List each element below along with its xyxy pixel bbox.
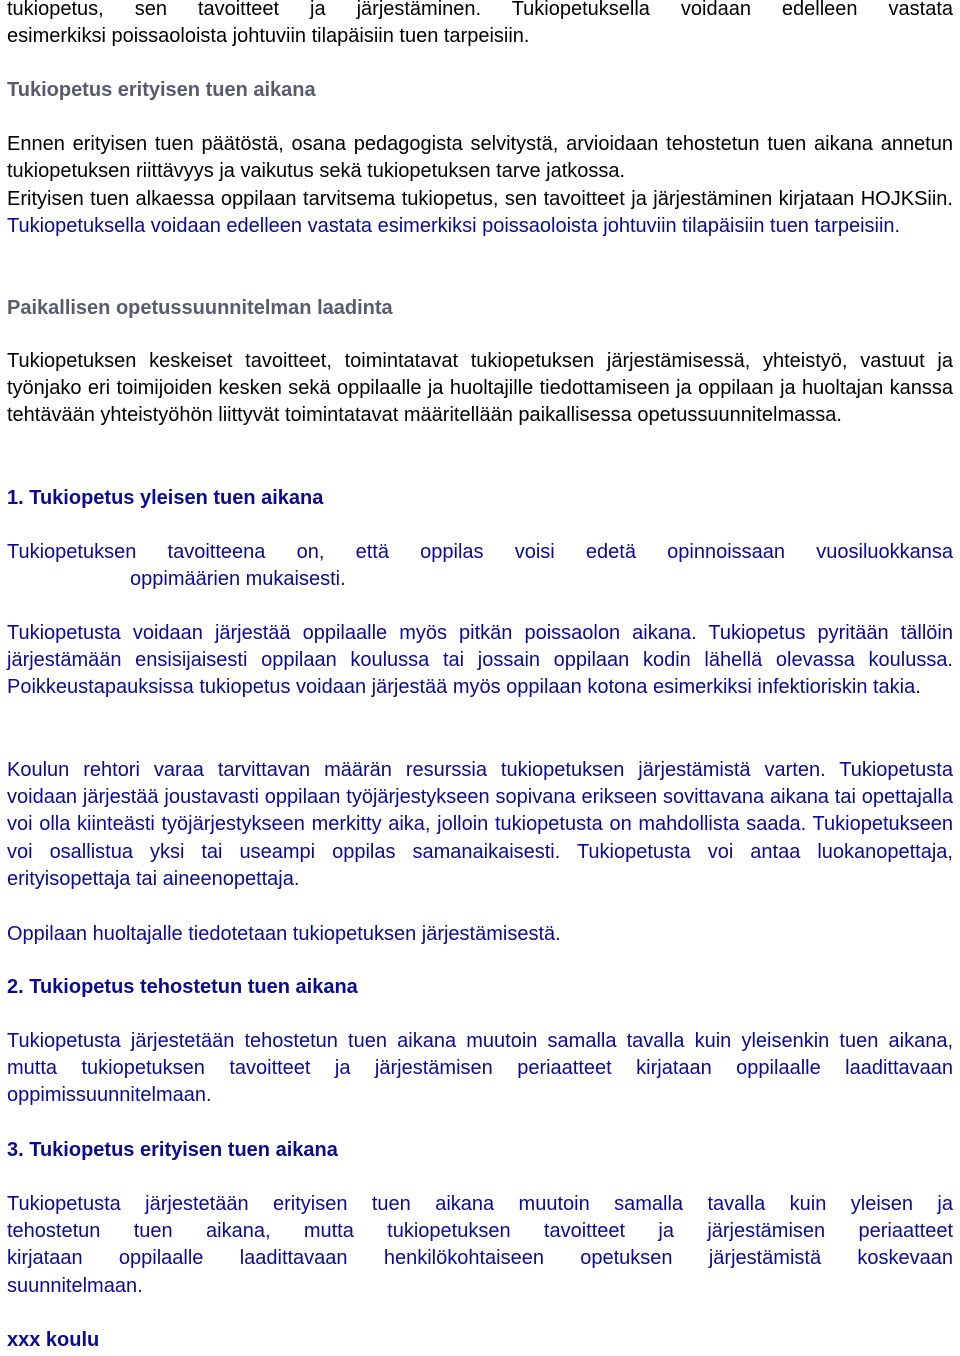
s1-absence-paragraph: Tukiopetusta voidaan järjestää oppilaalle myös pitkän poissaolon aikana. Tukiopetus pyritään tällöin järjestämään ensisijaisesti oppilaan koulussa tai jossain oppilaan kodin lähellä olevassa koulussa. Poikkeustapauksissa tukiopetus voidaan järjestää myös oppilaan kotona esimerkiksi infektioriskin takia. [7, 622, 953, 699]
s3-line-2: tehostetun tuen aikana, mutta tukiopetuksen tavoitteet ja järjestämisen periaatteet [7, 1220, 953, 1243]
s2-paragraph: Tukiopetusta järjestetään tehostetun tuen aikana muutoin samalla tavalla kuin yleisenkin tuen aikana, mutta tukiopetuksen tavoitteet ja järjestämisen periaatteet kirjataan oppilaalle laadittavaan oppimissuunnitelmaan. [7, 1030, 953, 1107]
s3-paragraph [7, 1191, 953, 1300]
s3-line-4: suunnitelmaan. [7, 1274, 143, 1297]
s3-line-3: kirjataan oppilaalle laadittavaan henkilökohtaiseen opetuksen järjestämistä koskevaan [7, 1247, 953, 1270]
s1-goal-line-2: oppimäärien mukaisesti. [130, 568, 346, 591]
intro-paragraph [7, 0, 953, 50]
section-heading-2: 2. Tukiopetus tehostetun tuen aikana [7, 976, 358, 998]
section-heading-erityinen: Tukiopetus erityisen tuen aikana [7, 79, 316, 101]
section-heading-1: 1. Tukiopetus yleisen tuen aikana [7, 487, 324, 509]
section-heading-3: 3. Tukiopetus erityisen tuen aikana [7, 1139, 338, 1161]
erityinen-p2-black-text: Erityisen tuen alkaessa oppilaan tarvitsema tukiopetus, sen tavoitteet ja järjestäminen kirjataan HOJKSiin. [7, 188, 953, 210]
school-name: xxx koulu [7, 1329, 100, 1351]
erityinen-p2-blue-text: Tukiopetuksella voidaan edelleen vastata esimerkiksi poissaoloista johtuviin tilapäisiin tuen tarpeisiin. [7, 215, 901, 238]
s1-inform-paragraph: Oppilaan huoltajalle tiedotetaan tukiopetuksen järjestämisestä. [7, 923, 561, 945]
s3-line-1: Tukiopetusta järjestetään erityisen tuen aikana muutoin samalla tavalla kuin yleisen ja [7, 1193, 953, 1215]
erityinen-paragraph-2 [7, 186, 953, 240]
erityinen-paragraph-1: Ennen erityisen tuen päätöstä, osana pedagogista selvitystä, arvioidaan tehostetun tuen aikana annetun tukiopetuksen riittävyys ja vaikutus sekä tukiopetuksen tarve jatkossa. [7, 133, 953, 183]
s1-resources-paragraph: Koulun rehtori varaa tarvittavan määrän resurssia tukiopetuksen järjestämistä varten. Tukiopetusta voidaan järjestää joustavasti oppilaan työjärjestykseen sopivana erikseen sovittavana aikana tai opettajalla voi olla kiinteästi työjärjestykseen merkitty aika, jolloin tukiopetusta on mahdollista saada. Tukiopetukseen voi osallistua yksi tai useampi oppilas samanaikaisesti. Tukiopetusta voi antaa luokanopettaja, erityisopettaja tai aineenopettaja. [7, 759, 953, 890]
intro-line-1: tukiopetus, sen tavoitteet ja järjestäminen. Tukiopetuksella voidaan edelleen vastata [7, 0, 953, 20]
intro-line-2: esimerkiksi poissaoloista johtuviin tilapäisiin tuen tarpeisiin. [7, 25, 530, 48]
s1-goal-paragraph [7, 539, 953, 593]
section-heading-ops: Paikallisen opetussuunnitelman laadinta [7, 297, 393, 319]
s1-goal-line-1: Tukiopetuksen tavoitteena on, että oppilas voisi edetä opinnoissaan vuosiluokkansa [7, 541, 953, 563]
ops-paragraph: Tukiopetuksen keskeiset tavoitteet, toimintatavat tukiopetuksen järjestämisessä, yhteistyö, vastuut ja työnjako eri toimijoiden kesken sekä oppilaalle ja huoltajille tiedottamiseen ja oppilaan ja huoltajan kanssa tehtävään yhteistyöhön liittyvät toimintatavat määritellään paikallisessa opetussuunnitelmassa. [7, 350, 953, 427]
